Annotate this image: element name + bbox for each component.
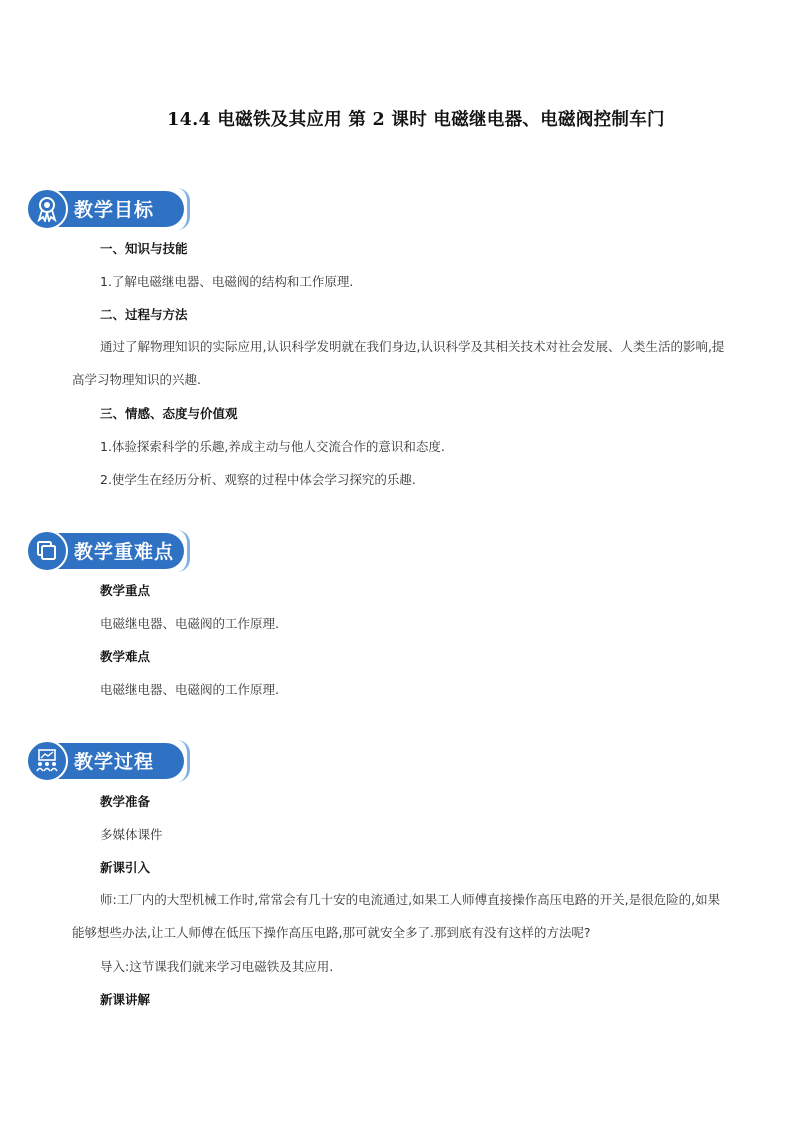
award-ribbon-icon xyxy=(26,188,68,230)
heading-key-point: 教学重点 xyxy=(100,583,151,598)
page-title: 14.4 电磁铁及其应用 第 2 课时 电磁继电器、电磁阀控制车门 xyxy=(167,110,665,130)
heading-preparation: 教学准备 xyxy=(100,794,151,809)
heading-attitude: 三、情感、态度与价值观 xyxy=(100,406,238,421)
text-attitude-1: 1.体验探索科学的乐趣,养成主动与他人交流合作的意识和态度. xyxy=(100,439,445,454)
section-title: 教学目标 xyxy=(74,199,155,221)
heading-new-lesson: 新课讲解 xyxy=(100,992,151,1007)
heading-knowledge: 一、知识与技能 xyxy=(100,241,188,256)
text-key-point: 电磁继电器、电磁阀的工作原理. xyxy=(100,616,279,631)
text-difficult-point: 电磁继电器、电磁阀的工作原理. xyxy=(100,682,279,697)
section-title: 教学重难点 xyxy=(74,541,175,563)
section-banner-process xyxy=(26,740,186,782)
section-title: 教学过程 xyxy=(74,751,155,773)
text-lead-in: 导入:这节课我们就来学习电磁铁及其应用. xyxy=(100,959,334,974)
heading-difficult-point: 教学难点 xyxy=(100,649,151,664)
stacked-cards-icon xyxy=(26,530,68,572)
text-introduction: 师:工厂内的大型机械工作时,常常会有几十安的电流通过,如果工人师傅直接操作高压电路的开关,是很危险的,如果能够想些办法,让工人师傅在低压下操作高压电路,那可就安全多了.那到底有没有这样的方法呢? xyxy=(72,892,721,940)
text-objective-1: 1.了解电磁继电器、电磁阀的结构和工作原理. xyxy=(100,274,354,289)
text-preparation: 多媒体课件 xyxy=(100,827,163,842)
heading-process-method: 二、过程与方法 xyxy=(100,307,188,322)
presentation-people-icon xyxy=(26,740,68,782)
text-attitude-2: 2.使学生在经历分析、观察的过程中体会学习探究的乐趣. xyxy=(100,472,416,487)
heading-introduction: 新课引入 xyxy=(100,860,151,875)
text-process-method: 通过了解物理知识的实际应用,认识科学发明就在我们身边,认识科学及其相关技术对社会发展、人类生活的影响,提高学习物理知识的兴趣. xyxy=(72,339,725,387)
section-banner-objectives xyxy=(26,188,186,230)
section-banner-keypoints xyxy=(26,530,186,572)
